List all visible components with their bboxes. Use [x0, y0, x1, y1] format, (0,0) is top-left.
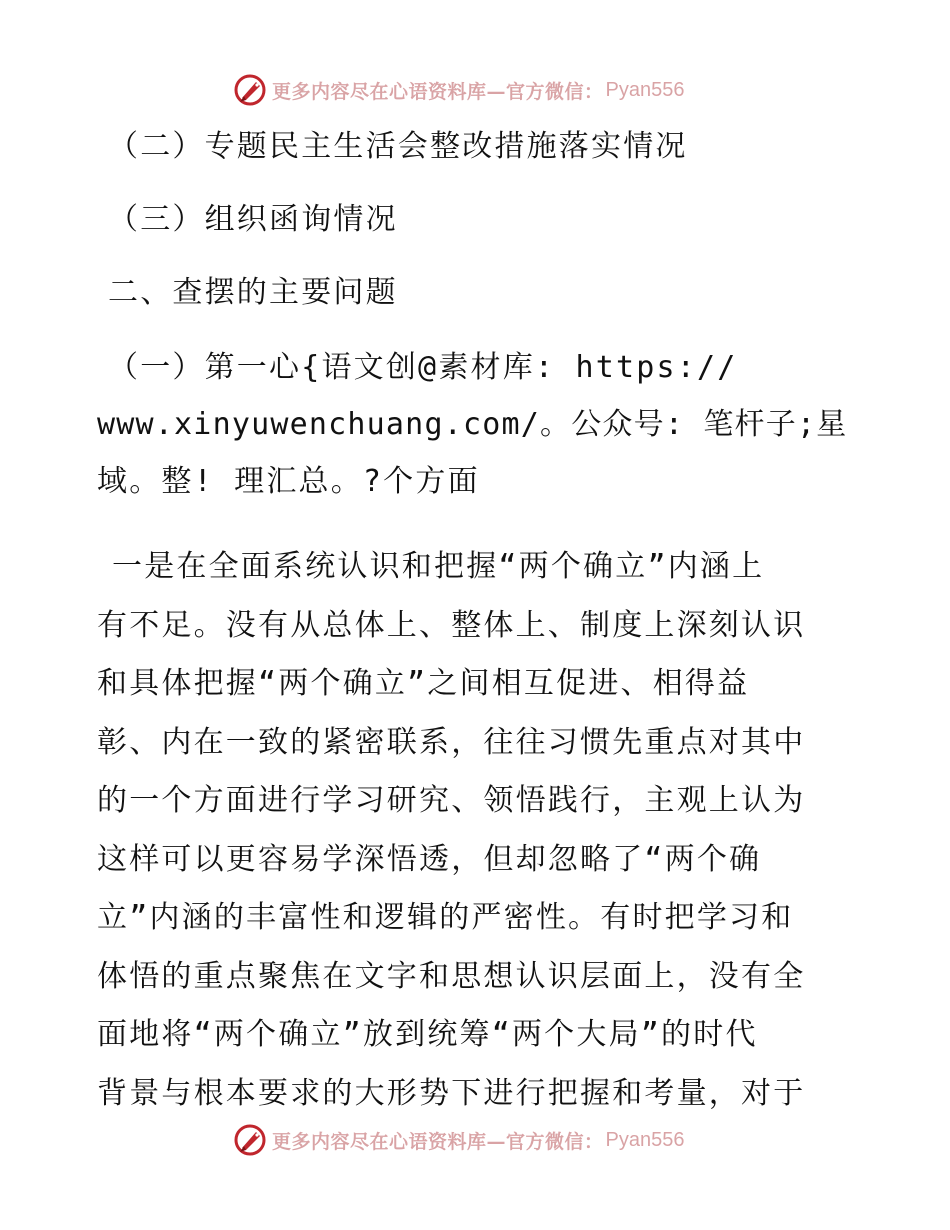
- item-one-line-1: （一）第一心{语文创@素材库: https://: [108, 350, 738, 385]
- paragraph-line: 面地将“两个确立”放到统筹“两个大局”的时代: [97, 1017, 758, 1052]
- section-two-title: 二、查摆的主要问题: [108, 275, 398, 310]
- paragraph-line: 和具体把握“两个确立”之间相互促进、相得益: [97, 666, 750, 701]
- paragraph-line: 彰、内在一致的紧密联系，往往习惯先重点对其中: [97, 724, 806, 760]
- item-one-line-2: www.xinyuwenchuang.com/。公众号: 笔杆子;星: [97, 407, 848, 442]
- body-paragraph: [97, 538, 857, 1123]
- watermark-header: [232, 70, 684, 110]
- paragraph-line: 有不足。没有从总体上、整体上、制度上深刻认识: [97, 607, 806, 643]
- paragraph-line: 的一个方面进行学习研究、领悟践行，主观上认为: [97, 783, 806, 818]
- paragraph-line: 一是在全面系统认识和把握“两个确立”内涵上: [112, 549, 765, 584]
- watermark-handle: Pyan556: [605, 1128, 685, 1151]
- heading-two: （二）专题民主生活会整改措施落实情况: [108, 129, 688, 164]
- watermark-text: 更多内容尽在心语资料库—官方微信：: [272, 1130, 604, 1153]
- paragraph-line: 立”内涵的丰富性和逻辑的严密性。有时把学习和: [97, 900, 794, 935]
- item-one-line-3: 域。整! 理汇总。?个方面: [97, 464, 480, 499]
- paragraph-line: 这样可以更容易学深悟透，但却忽略了“两个确: [97, 841, 762, 877]
- watermark-footer: [232, 1120, 684, 1160]
- paragraph-line: 背景与根本要求的大形势下进行把握和考量，对于: [97, 1075, 806, 1111]
- watermark-text: 更多内容尽在心语资料库—官方微信：: [272, 80, 604, 103]
- paragraph-line: 体悟的重点聚焦在文字和思想认识层面上，没有全: [97, 958, 806, 994]
- heading-three: （三）组织函询情况: [108, 202, 398, 237]
- pen-nib-logo-icon: [232, 1122, 268, 1158]
- pen-nib-logo-icon: [232, 72, 268, 108]
- watermark-handle: Pyan556: [605, 78, 685, 101]
